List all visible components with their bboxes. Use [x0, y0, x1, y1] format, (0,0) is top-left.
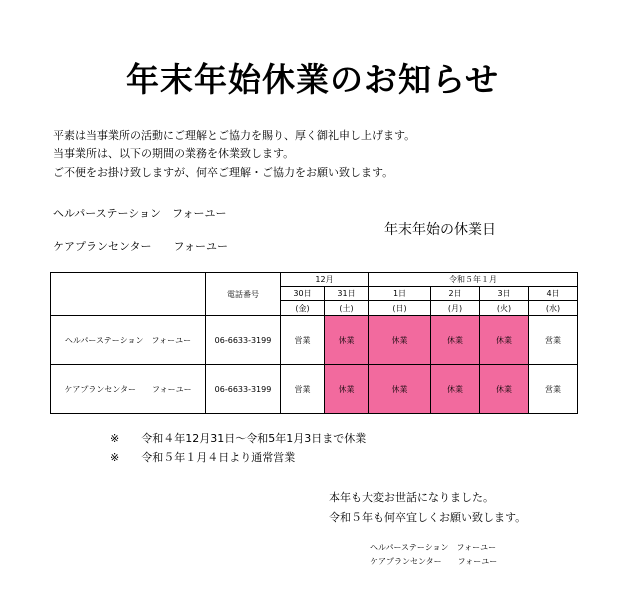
- day-header: 3日: [480, 287, 529, 301]
- page-title: 年末年始休業のお知らせ: [125, 60, 499, 99]
- weekday-header: (金): [281, 301, 325, 316]
- status-cell-closed: 休業: [325, 365, 369, 414]
- table-header-blank: [51, 273, 206, 316]
- day-header: 30日: [281, 287, 325, 301]
- status-cell-closed: 休業: [325, 316, 369, 365]
- phone-cell: 06-6633-3199: [206, 365, 281, 414]
- note-line-2: ※ 令和５年１月４日より通常営業: [110, 451, 296, 464]
- status-cell-closed: 休業: [480, 316, 529, 365]
- office-name-helper: ヘルパーステーション フォーユー: [53, 207, 227, 220]
- day-header: 2日: [431, 287, 480, 301]
- office-cell: ケアプランセンター フォーユー: [51, 365, 206, 414]
- intro-line-3: ご不便をお掛け致しますが、何卒ご理解・ご協力をお願い致します。: [53, 166, 394, 179]
- holiday-heading: 年末年始の休業日: [384, 222, 496, 238]
- weekday-header: (火): [480, 301, 529, 316]
- weekday-header: (水): [529, 301, 578, 316]
- phone-header: 電話番号: [206, 273, 281, 316]
- status-cell: 営業: [281, 316, 325, 365]
- month-header-december: 12月: [281, 273, 369, 287]
- holiday-schedule-table: [50, 272, 578, 414]
- intro-line-2: 当事業所は、以下の期間の業務を休業致します。: [53, 147, 295, 160]
- day-header: 31日: [325, 287, 369, 301]
- status-cell-closed: 休業: [480, 365, 529, 414]
- closing-line-1: 本年も大変お世話になりました。: [329, 491, 494, 504]
- status-cell: 営業: [529, 316, 578, 365]
- note-line-1: ※ 令和４年12月31日～令和5年1月3日まで休業: [110, 432, 367, 445]
- office-cell: ヘルパーステーション フォーユー: [51, 316, 206, 365]
- status-cell: 営業: [281, 365, 325, 414]
- weekday-header: (土): [325, 301, 369, 316]
- month-header-january: 令和５年１月: [369, 273, 578, 287]
- intro-line-1: 平素は当事業所の活動にご理解とご協力を賜り、厚く御礼申し上げます。: [53, 129, 416, 142]
- status-cell-closed: 休業: [369, 365, 431, 414]
- signature-line-1: ヘルパーステーション フォーユー: [370, 543, 497, 552]
- status-cell-closed: 休業: [431, 316, 480, 365]
- status-cell: 営業: [529, 365, 578, 414]
- day-header: 4日: [529, 287, 578, 301]
- phone-cell: 06-6633-3199: [206, 316, 281, 365]
- day-header: 1日: [369, 287, 431, 301]
- weekday-header: (月): [431, 301, 480, 316]
- table-row: [51, 316, 578, 365]
- closing-line-2: 令和５年も何卒宜しくお願い致します。: [329, 511, 527, 524]
- status-cell-closed: 休業: [369, 316, 431, 365]
- signature-line-2: ケアプランセンター フォーユー: [370, 557, 498, 566]
- office-name-careplan: ケアプランセンター フォーユー: [53, 240, 229, 253]
- weekday-header: (日): [369, 301, 431, 316]
- table-row: [51, 365, 578, 414]
- status-cell-closed: 休業: [431, 365, 480, 414]
